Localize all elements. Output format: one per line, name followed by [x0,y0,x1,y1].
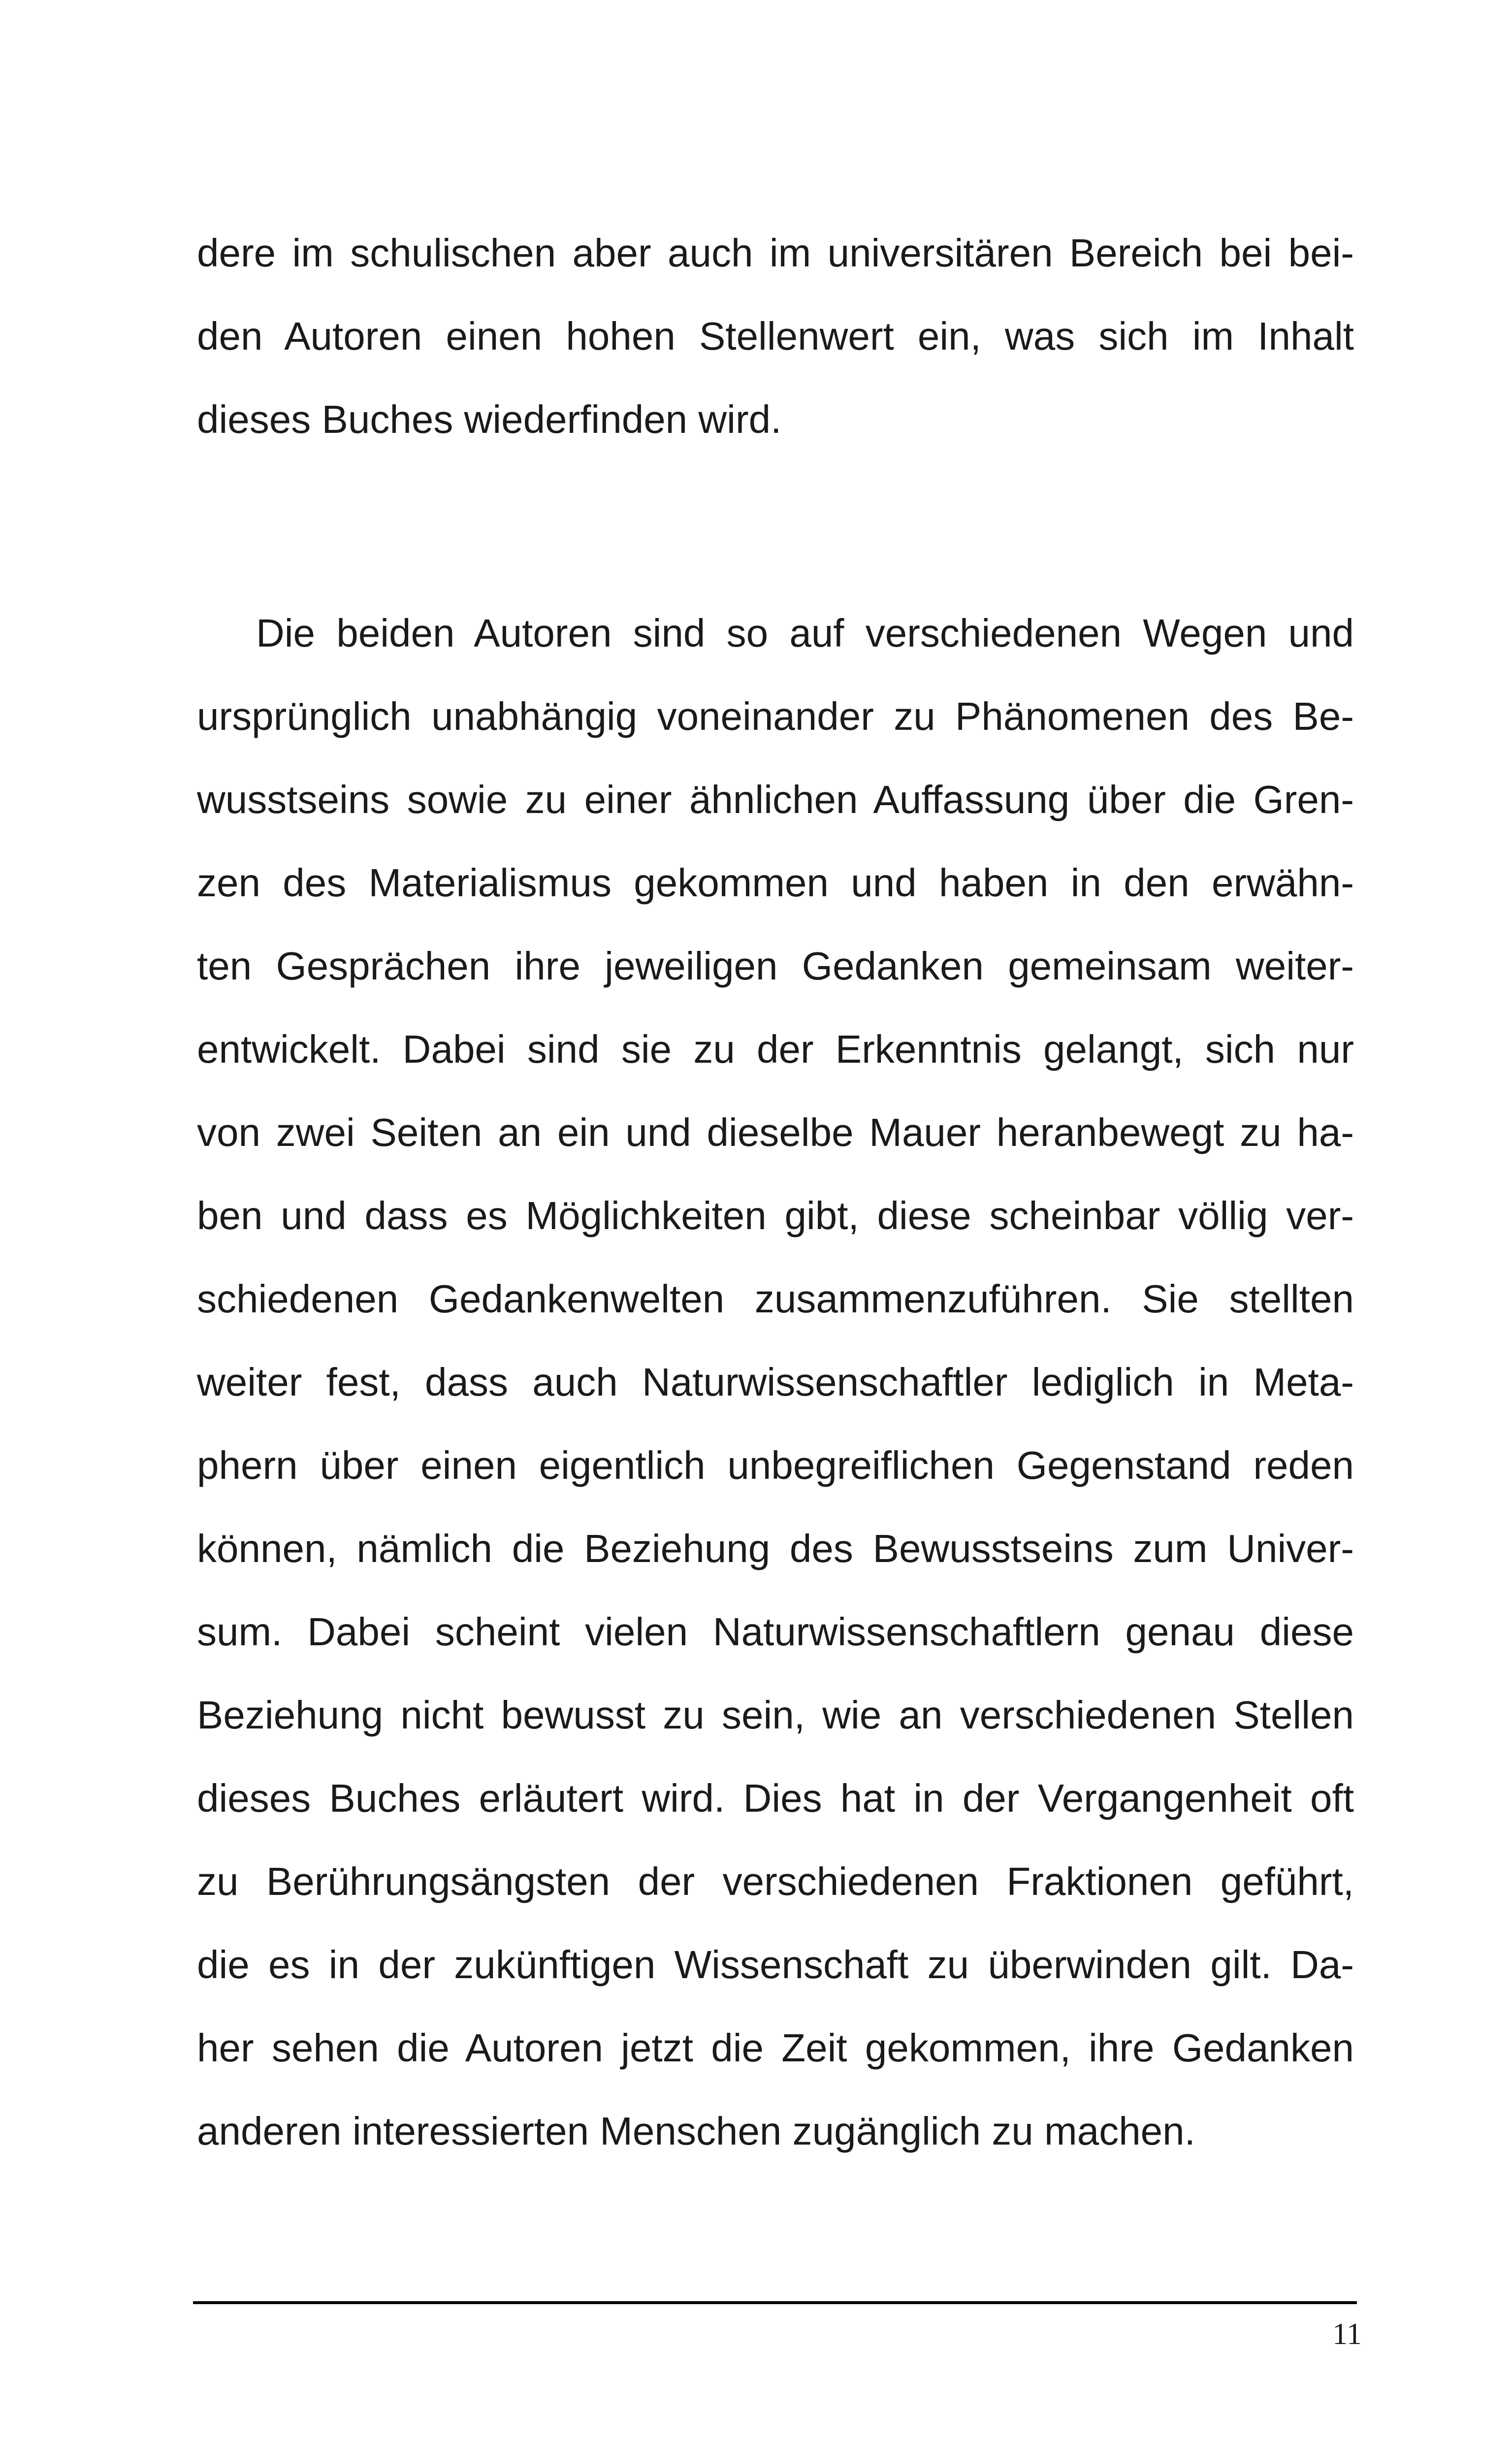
text-line: dieses Buches erläutert wird. Dies hat in der Vergangenheit oft [197,1776,1354,1820]
text-line: zu Berührungsängsten der verschiedenen Fraktionen geführt, [197,1859,1354,1903]
page-number: 11 [1332,2317,1362,2351]
text-line: ten Gesprächen ihre jeweiligen Gedanken gemeinsam weiter- [197,944,1354,988]
text-line: dere im schulischen aber auch im universitären Bereich bei bei- [197,231,1354,275]
text-line: entwickelt. Dabei sind sie zu der Erkenntnis gelangt, sich nur [197,1027,1354,1071]
footer-divider [193,2301,1357,2304]
text-line: zen des Materialismus gekommen und haben in den erwähn- [197,861,1354,905]
text-line: können, nämlich die Beziehung des Bewusstseins zum Univer- [197,1527,1354,1570]
text-line: anderen interessierten Menschen zugänglich zu machen. [197,2109,1195,2153]
text-line: von zwei Seiten an ein und dieselbe Mauer heranbewegt zu ha- [197,1110,1354,1154]
text-line: wusstseins sowie zu einer ähnlichen Auffassung über die Gren- [197,778,1354,821]
text-line: Beziehung nicht bewusst zu sein, wie an verschiedenen Stellen [197,1693,1354,1737]
text-line: weiter fest, dass auch Naturwissenschaftler lediglich in Meta- [197,1360,1354,1404]
text-line: her sehen die Autoren jetzt die Zeit gekommen, ihre Gedanken [197,2026,1354,2070]
text-line: dieses Buches wiederfinden wird. [197,397,782,441]
text-line: den Autoren einen hohen Stellenwert ein, was sich im Inhalt [197,314,1354,358]
paragraph-continuation [197,211,1354,461]
text-line: sum. Dabei scheint vielen Naturwissenschaftlern genau diese [197,1610,1354,1654]
text-line: die es in der zukünftigen Wissenschaft zu überwinden gilt. Da- [197,1943,1354,1987]
text-line: ben und dass es Möglichkeiten gibt, diese scheinbar völlig ver- [197,1194,1354,1238]
text-line: Die beiden Autoren sind so auf verschiedenen Wegen und [256,611,1354,655]
text-line: ursprünglich unabhängig voneinander zu Phänomenen des Be- [197,694,1354,738]
paragraph-main [197,591,1354,2173]
text-line: schiedenen Gedankenwelten zusammenzuführen. Sie stellten [197,1277,1354,1321]
text-line: phern über einen eigentlich unbegreiflichen Gegenstand reden [197,1443,1354,1487]
